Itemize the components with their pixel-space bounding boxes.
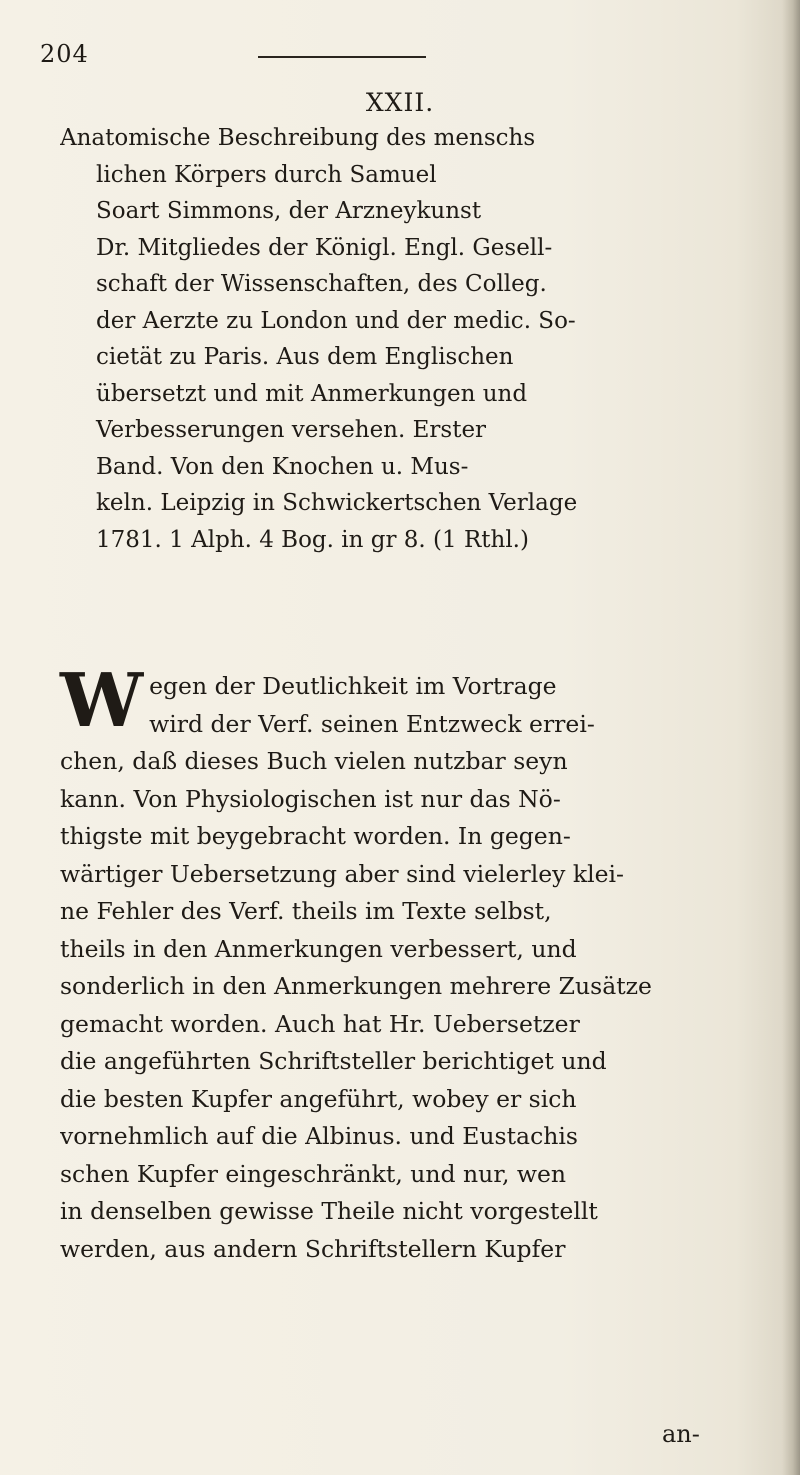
body-line: thigste mit beygebracht worden. In gegen-: [60, 822, 571, 850]
body-line: die besten Kupfer angeführt, wobey er sich: [60, 1084, 577, 1113]
drop-cap: W: [60, 658, 144, 744]
entry-line: der Aerzte zu London und der medic. So-: [96, 307, 576, 334]
body-line: theils in den Anmerkungen verbessert, und: [60, 934, 577, 963]
entry-line: Verbesserungen versehen. Erster: [96, 417, 487, 443]
body-line: werden, aus andern Schriftstellern Kupfer: [60, 1234, 566, 1263]
body-line: in denselben gewisse Theile nicht vorgestellt: [60, 1197, 598, 1225]
entry-line: Anatomische Beschreibung des menschs: [60, 125, 536, 151]
body-line: kann. Von Physiologischen ist nur das Nö-: [60, 784, 561, 813]
entry-line: cietät zu Paris. Aus dem Englischen: [96, 344, 514, 370]
body-line: ne Fehler des Verf. theils im Texte selbst,: [60, 897, 552, 925]
entry-title-block: [60, 120, 760, 558]
header-rule: [258, 56, 426, 58]
body-line: sonderlich in den Anmerkungen mehrere Zusätze: [60, 972, 652, 1000]
body-line: wird der Verf. seinen Entzweck errei-: [149, 709, 595, 738]
page-edge-shadow: [782, 0, 800, 1475]
entry-line: Dr. Mitgliedes der Königl. Engl. Gesell-: [96, 234, 553, 261]
body-line: die angeführten Schriftsteller berichtiget und: [60, 1047, 607, 1075]
entry-line: lichen Körpers durch Samuel: [96, 161, 437, 188]
catchword: an-: [662, 1420, 700, 1448]
entry-line: keln. Leipzig in Schwickertschen Verlage: [96, 490, 578, 516]
body-line: gemacht worden. Auch hat Hr. Uebersetzer: [60, 1009, 580, 1038]
body-line: vornehmlich auf die Albinus. und Eustachis: [60, 1122, 578, 1150]
entry-line: Soart Simmons, der Arzneykunst: [96, 198, 482, 224]
entry-line: Band. Von den Knochen u. Mus-: [96, 453, 469, 480]
body-line: chen, daß dieses Buch vielen nutzbar seyn: [60, 747, 568, 775]
entry-line: 1781. 1 Alph. 4 Bog. in gr 8. (1 Rthl.): [96, 526, 529, 553]
entry-number: XXII.: [365, 88, 435, 117]
page-number: 204: [40, 40, 89, 68]
body-line: egen der Deutlichkeit im Vortrage: [149, 672, 557, 700]
entry-line: schaft der Wissenschaften, des Colleg.: [96, 271, 547, 297]
entry-line: übersetzt und mit Anmerkungen und: [96, 380, 528, 407]
body-line: wärtiger Uebersetzung aber sind vielerley klei-: [60, 859, 624, 888]
body-line: schen Kupfer eingeschränkt, und nur, wen: [60, 1159, 567, 1188]
review-text: [60, 658, 760, 1268]
